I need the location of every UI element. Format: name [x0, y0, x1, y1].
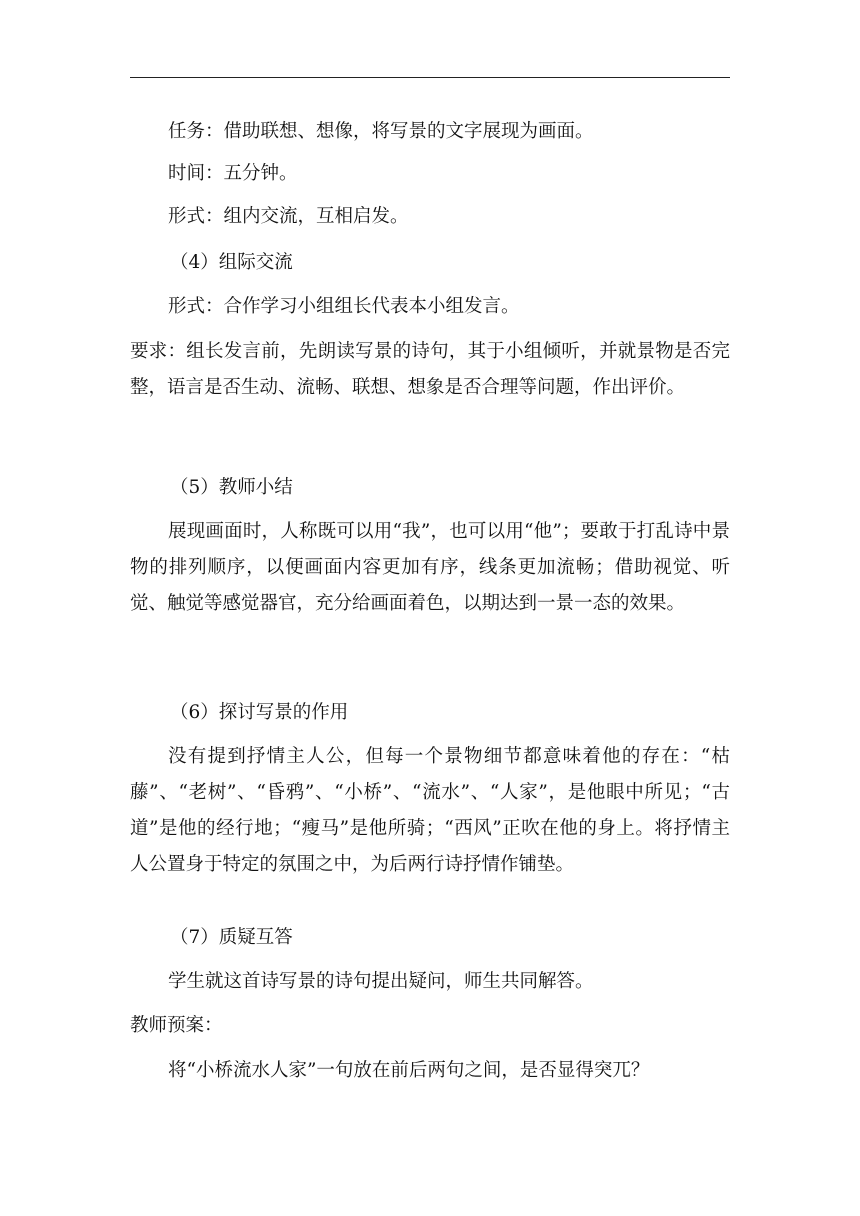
- summary-paragraph: 展现画面时，人称既可以用“我”，也可以用“他”；要敢于打乱诗中景物的排列顺序，以便画面内容更加有序，线条更加流畅；借助视觉、听觉、触觉等感觉器官，充分给画面着色，以期达到一景一态的效果。: [130, 521, 730, 614]
- requirement-paragraph: 要求：组长发言前，先朗读写景的诗句，其于小组倾听，并就景物是否完整，语言是否生动、流畅、联想、想象是否合理等问题，作出评价。: [130, 341, 730, 398]
- task-paragraph: 任务：借助联想、想像，将写景的文字展现为画面。: [168, 121, 594, 142]
- section-heading-6: （6）探讨写景的作用: [170, 702, 349, 723]
- scenery-function-paragraph: 没有提到抒情主人公，但每一个景物细节都意味着他的存在：“枯藤”、“老树”、“昏鸦”、“小桥”、“流水”、“人家”，是他眼中所见；“古道”是他的经行地；“瘦马”是他所骑；“西风”正吹在他的身上。将抒情主人公置身于特定的氛围之中，为后两行诗抒情作铺垫。: [130, 746, 730, 875]
- header-rule: [130, 77, 730, 78]
- question-paragraph: 学生就这首诗写景的诗句提出疑问，师生共同解答。: [168, 971, 594, 992]
- teacher-plan-question: 将“小桥流水人家”一句放在前后两句之间，是否显得突兀？: [168, 1060, 650, 1081]
- section-heading-7: （7）质疑互答: [170, 927, 293, 948]
- section-heading-4: （4）组际交流: [170, 252, 293, 273]
- time-paragraph: 时间：五分钟。: [168, 163, 298, 184]
- form-paragraph-2: 形式：合作学习小组组长代表本小组发言。: [168, 296, 520, 317]
- form-paragraph: 形式：组内交流，互相启发。: [168, 206, 409, 227]
- section-heading-5: （5）教师小结: [170, 477, 293, 498]
- teacher-plan-label: 教师预案：: [130, 1015, 223, 1036]
